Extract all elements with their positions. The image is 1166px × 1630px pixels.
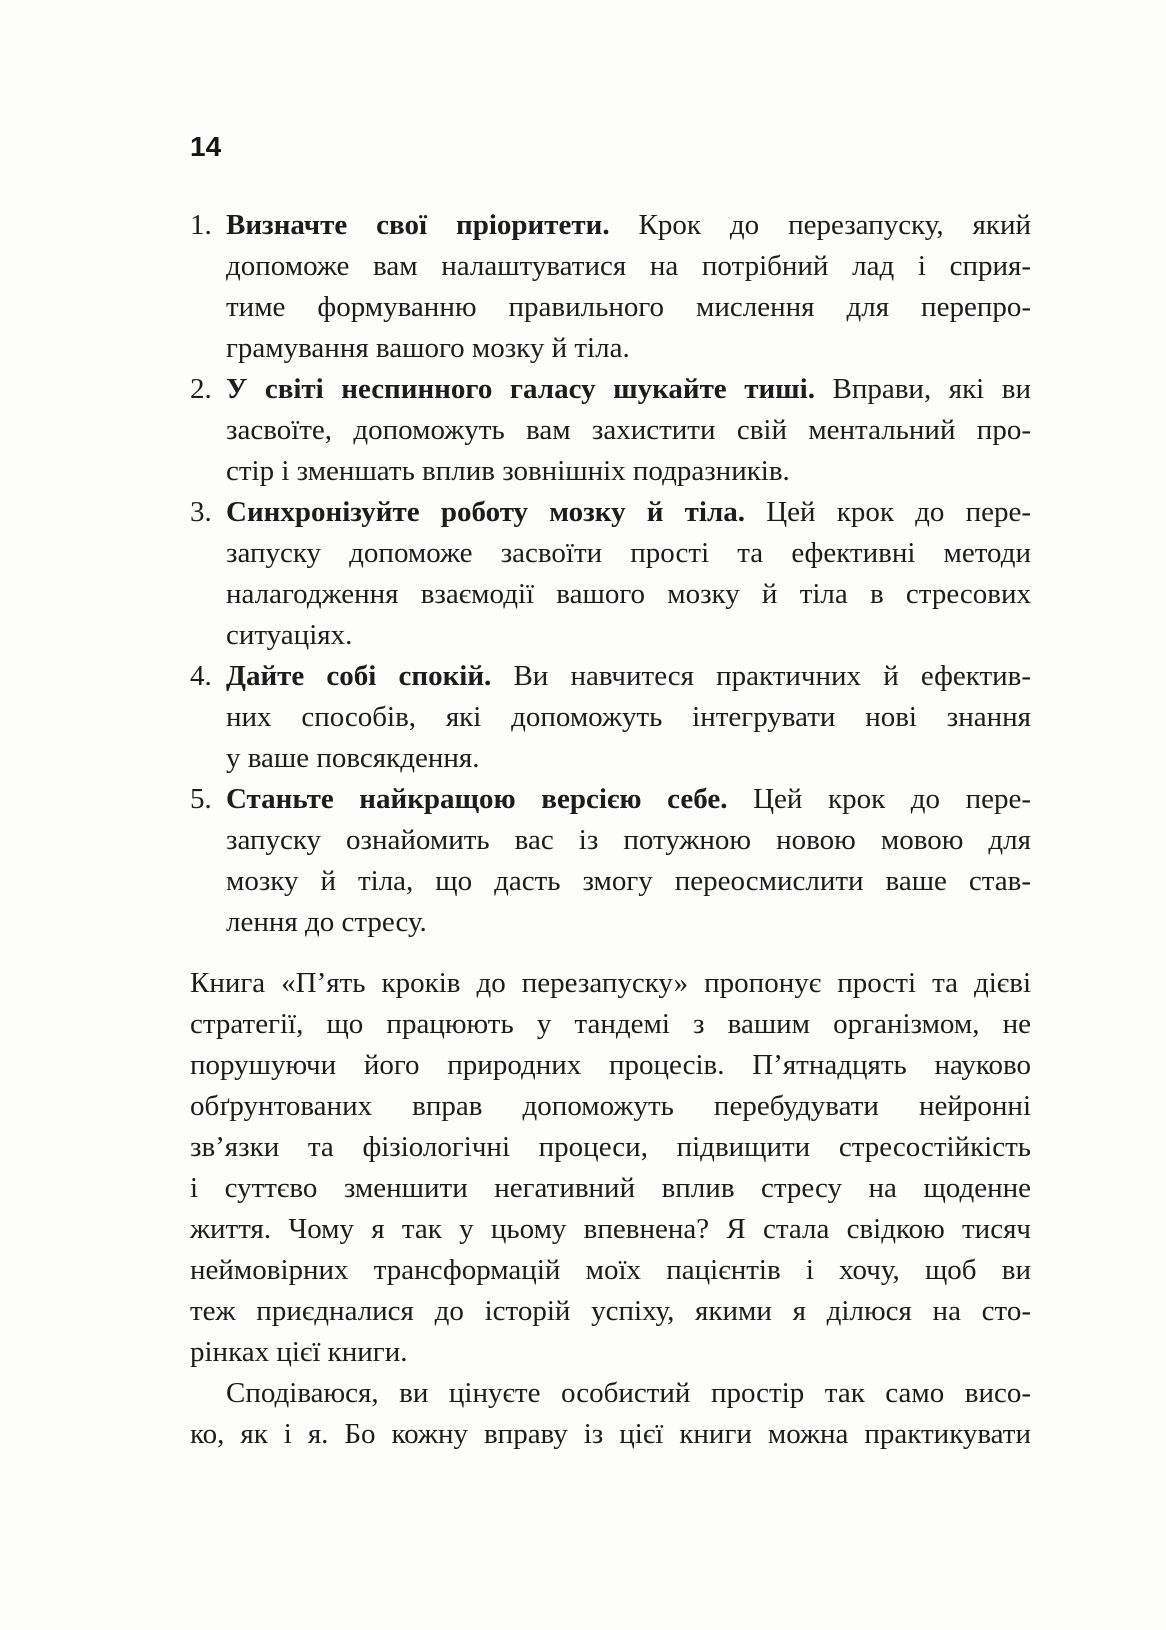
text-line: порушуючи його природних процесів. П’ятнадцять науково xyxy=(190,1049,1031,1081)
text-line: Книга «П’ять кроків до перезапуску» пропонує прості та дієві xyxy=(190,967,1031,999)
list-item-text: Вправи, які ви xyxy=(814,373,1031,405)
list-item-body xyxy=(226,205,1031,369)
text-line: запуску допоможе засвоїти прості та ефективні методи xyxy=(226,537,1031,569)
text-line xyxy=(226,779,1031,820)
list-item xyxy=(190,369,1031,492)
paragraph xyxy=(190,963,1031,1373)
list-item-marker: 1. xyxy=(190,209,212,241)
list-item xyxy=(190,492,1031,656)
steps-list xyxy=(190,205,1031,943)
text-line: у ваше повсякдення. xyxy=(226,742,480,774)
list-item-lead: У світі неспинного галасу шукайте тиші. xyxy=(226,373,815,405)
text-line xyxy=(226,205,1031,246)
text-line: допоможе вам налаштуватися на потрібний лад і сприя- xyxy=(226,250,1031,282)
text-line: запуску ознайомить вас із потужною новою мовою для xyxy=(226,824,1031,856)
list-item-text: Цей крок до пере- xyxy=(745,496,1031,528)
body-text xyxy=(190,963,1031,1455)
list-item xyxy=(190,656,1031,779)
text-line: них способів, які допоможуть інтегрувати нові знання xyxy=(226,701,1031,733)
list-item-lead: Визначте свої пріоритети. xyxy=(226,209,610,241)
text-line: життя. Чому я так у цьому впевнена? Я стала свідкою тисяч xyxy=(190,1213,1031,1245)
text-line: обґрунтованих вправ допоможуть перебудувати нейронні xyxy=(190,1090,1031,1122)
text-line: лення до стресу. xyxy=(226,906,427,938)
text-line: стратегії, що працюють у тандемі з вашим організмом, не xyxy=(190,1008,1031,1040)
text-line xyxy=(226,369,1031,410)
list-item-marker: 2. xyxy=(190,373,212,405)
text-line xyxy=(226,656,1031,697)
text-line: ко, як і я. Бо кожну вправу із цієї книги можна практикувати xyxy=(190,1418,1031,1450)
list-item xyxy=(190,205,1031,369)
text-line: мозку й тіла, що дасть змогу переосмислити ваше став- xyxy=(226,865,1031,897)
list-item-body xyxy=(226,779,1031,943)
list-item xyxy=(190,779,1031,943)
paragraph xyxy=(190,1373,1031,1455)
text-line xyxy=(226,492,1031,533)
list-item-body xyxy=(226,369,1031,492)
list-item-text: Ви навчитеся практичних й ефектив- xyxy=(491,660,1031,692)
list-item-lead: Дайте собі спокій. xyxy=(226,660,492,692)
list-item-body xyxy=(226,656,1031,779)
text-line: налагодження взаємодії вашого мозку й тіла в стресових xyxy=(226,578,1031,610)
list-item-body xyxy=(226,492,1031,656)
list-item-lead: Станьте найкращою версією себе. xyxy=(226,783,728,815)
text-line: стір і зменшать вплив зовнішніх подразників. xyxy=(226,455,790,487)
text-line: тиме формуванню правильного мислення для перепро- xyxy=(226,291,1031,323)
text-line: ситуаціях. xyxy=(226,619,353,651)
list-item-text: Цей крок до пере- xyxy=(727,783,1032,815)
page-content xyxy=(190,130,1031,1455)
list-item-marker: 3. xyxy=(190,496,212,528)
list-item-lead: Синхронізуйте роботу мозку й тіла. xyxy=(226,496,746,528)
text-line: Сподіваюся, ви цінуєте особистий простір так само висо- xyxy=(226,1377,1031,1409)
text-line: неймовірних трансформацій моїх пацієнтів і хочу, щоб ви xyxy=(190,1254,1031,1286)
list-item-text: Крок до перезапуску, який xyxy=(609,209,1032,241)
text-line: грамування вашого мозку й тіла. xyxy=(226,332,630,364)
text-line: теж приєдналися до історій успіху, якими я ділюся на сто- xyxy=(190,1295,1031,1327)
page-number: 14 xyxy=(190,131,222,162)
text-line: і суттєво зменшити негативний вплив стресу на щоденне xyxy=(190,1172,1031,1204)
list-item-marker: 5. xyxy=(190,783,212,815)
text-line: засвоїте, допоможуть вам захистити свій ментальний про- xyxy=(226,414,1031,446)
text-line: рінках цієї книги. xyxy=(190,1336,408,1368)
text-line: зв’язки та фізіологічні процеси, підвищити стресостійкість xyxy=(190,1131,1031,1163)
list-item-marker: 4. xyxy=(190,660,212,692)
